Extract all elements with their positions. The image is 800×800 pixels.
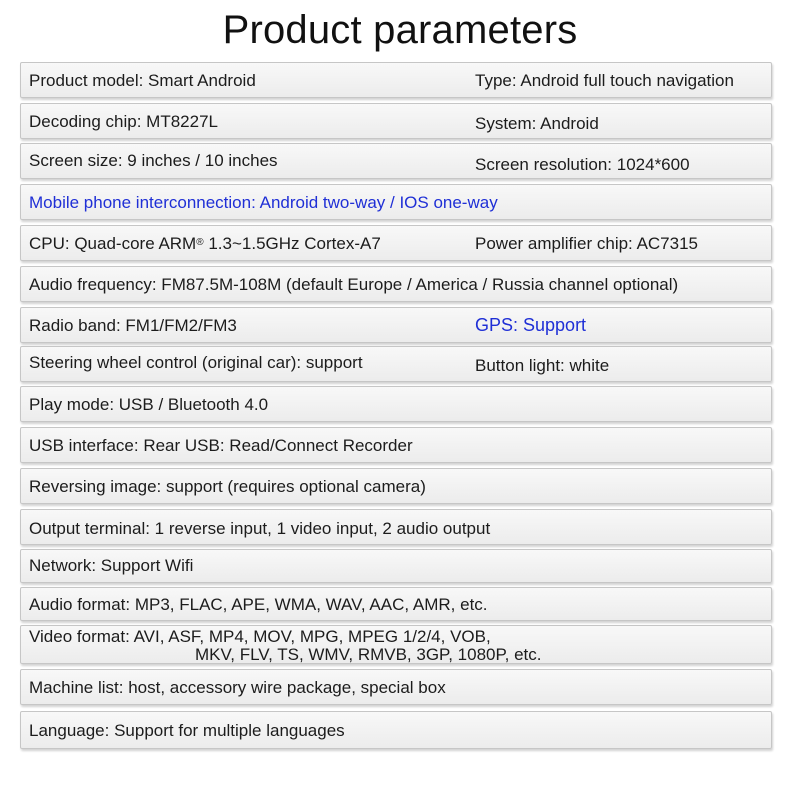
spec-row-usb-interface <box>20 427 772 463</box>
phone-interconnection-text: Mobile phone interconnection: Android two-way / IOS one-way <box>29 193 498 212</box>
spec-row-cpu <box>20 225 772 261</box>
video-format-line1: Video format: AVI, ASF, MP4, MOV, MPG, MPEG 1/2/4, VOB, <box>29 627 491 646</box>
audio-format-text: Audio format: MP3, FLAC, APE, WMA, WAV, AAC, AMR, etc. <box>29 595 488 614</box>
spec-row-radio-band <box>20 307 772 343</box>
machine-list-text: Machine list: host, accessory wire package, special box <box>29 678 446 697</box>
button-light-text: Button light: white <box>475 356 610 375</box>
cpu-text-b: 1.3~1.5GHz Cortex-A7 <box>203 234 381 253</box>
steering-wheel-text: Steering wheel control (original car): support <box>29 353 363 372</box>
language-text: Language: Support for multiple languages <box>29 721 345 740</box>
power-amplifier-text: Power amplifier chip: AC7315 <box>475 234 699 253</box>
spec-row-language <box>20 711 772 749</box>
spec-row-machine-list <box>20 669 772 705</box>
spec-row-video-format <box>20 625 772 664</box>
page-title: Product parameters <box>222 8 578 52</box>
spec-row-screen-size <box>20 143 772 179</box>
spec-row-decoding-chip <box>20 103 772 139</box>
decoding-chip-text: Decoding chip: MT8227L <box>29 112 219 131</box>
network-text: Network: Support Wifi <box>29 556 194 575</box>
spec-row-audio-frequency <box>20 266 772 302</box>
spec-row-phone-interconnection <box>20 184 772 220</box>
spec-row-product-model <box>20 62 772 98</box>
spec-row-network <box>20 549 772 583</box>
audio-frequency-text: Audio frequency: FM87.5M-108M (default Europe / America / Russia channel optional) <box>29 275 679 294</box>
play-mode-text: Play mode: USB / Bluetooth 4.0 <box>29 395 269 414</box>
spec-row-reversing-image <box>20 468 772 504</box>
system-text: System: Android <box>475 114 599 133</box>
gps-text: GPS: Support <box>475 315 587 335</box>
cpu-text-a: CPU: Quad-core ARM <box>29 234 197 253</box>
output-terminal-text: Output terminal: 1 reverse input, 1 video input, 2 audio output <box>29 519 491 538</box>
cpu-text <box>29 234 381 254</box>
product-model-text: Product model: Smart Android <box>29 71 256 90</box>
screen-size-text: Screen size: 9 inches / 10 inches <box>29 151 278 170</box>
radio-band-text: Radio band: FM1/FM2/FM3 <box>29 316 237 335</box>
spec-row-play-mode <box>20 386 772 422</box>
spec-row-output-terminal <box>20 509 772 545</box>
registered-mark: ® <box>196 237 204 248</box>
type-text: Type: Android full touch navigation <box>475 71 734 90</box>
video-format-line2: MKV, FLV, TS, WMV, RMVB, 3GP, 1080P, etc. <box>195 645 542 664</box>
reversing-image-text: Reversing image: support (requires optional camera) <box>29 477 426 496</box>
usb-interface-text: USB interface: Rear USB: Read/Connect Recorder <box>29 436 413 455</box>
spec-row-steering-wheel <box>20 346 772 382</box>
spec-row-audio-format <box>20 587 772 621</box>
screen-resolution-text: Screen resolution: 1024*600 <box>475 155 690 174</box>
